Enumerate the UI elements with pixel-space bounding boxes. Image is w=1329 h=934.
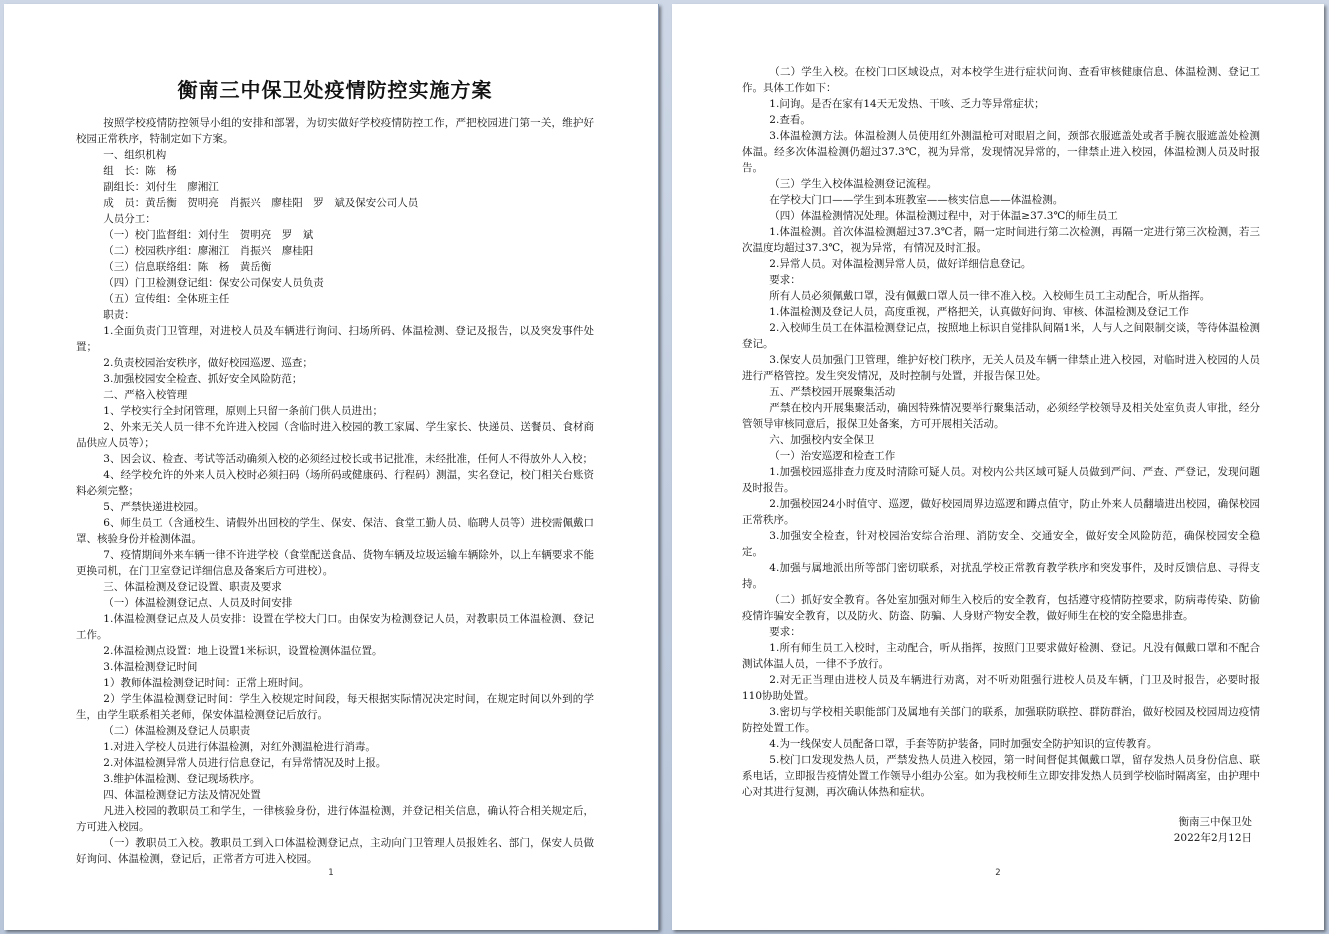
paragraph: 组 长：陈 杨 — [103, 165, 177, 177]
paragraph: （三）信息联络组：陈 杨 黄岳衡 — [103, 261, 272, 273]
paragraph: 1.体温检测。首次体温检测超过37.3℃者，隔一定时间进行第二次检测，再隔一定进行第三次检测，若三次温度均超过37.3℃，视为异常，有情况及时汇报。 — [742, 226, 1260, 254]
signature-block — [742, 814, 1260, 846]
signature-date: 2022年2月12日 — [1173, 832, 1252, 844]
paragraph: 3.保安人员加强门卫管理，维护好校门秩序，无关人员及车辆一律禁止进入校园，对临时进入校园的人员进行严格管控。发生突发情况，及时控制与处置，并报告保卫处。 — [742, 354, 1260, 382]
paragraph: 2.体温检测点设置：地上设置1米标识，设置检测体温位置。 — [103, 645, 383, 657]
paragraph: 成 员：黄岳衡 贺明亮 肖振兴 廖桂阳 罗 斌及保安公司人员 — [103, 197, 419, 209]
paragraph: 要求： — [769, 274, 801, 286]
paragraph: 2.加强校园24小时值守、巡逻，做好校园周界边巡逻和蹲点值守，防止外来人员翻墙进出校园，确保校园正常秩序。 — [742, 498, 1260, 526]
paragraph: 按照学校疫情防控领导小组的安排和部署，为切实做好学校疫情防控工作，严把校园进门第一关，维护好校园正常秩序，特制定如下方案。 — [76, 117, 594, 145]
paragraph: 2.对无正当理由进校人员及车辆进行劝离，对不听劝阻强行进校人员及车辆，门卫及时报告，必要时报110协助处置。 — [742, 674, 1260, 702]
paragraph: 6、师生员工（含通校生、请假外出回校的学生、保安、保洁、食堂工勤人员、临聘人员等）进校需佩戴口罩、核验身份并检测体温。 — [76, 517, 594, 545]
paragraph: 3.体温检测登记时间 — [103, 661, 198, 673]
paragraph: （一）治安巡逻和检查工作 — [769, 450, 896, 462]
paragraph: 1.问询。是否在家有14天无发热、干咳、乏力等异常症状； — [769, 98, 1045, 110]
paragraph: 3.体温检测方法。体温检测人员使用红外测温枪可对眼眉之间，颈部衣服遮盖处或者手腕衣服遮盖处检测体温。经多次体温检测仍超过37.3℃，视为异常，发现情况异常的，一律禁止进入校园，体温检测人员及时报告。 — [742, 130, 1260, 174]
paragraph: 7、疫情期间外来车辆一律不许进学校（食堂配送食品、货物车辆及垃圾运输车辆除外，以上车辆要求不能更换司机，在门卫室登记详细信息及备案后方可进校）。 — [76, 549, 594, 577]
page-number: 2 — [995, 868, 1001, 878]
paragraph: （一）体温检测登记点、人员及时间安排 — [103, 597, 293, 609]
paragraph: 2.负责校园治安秩序，做好校园巡逻、巡查； — [103, 357, 313, 369]
paragraph: 1.体温检测登记点及人员安排：设置在学校大门口。由保安为检测登记人员，对教职员工体温检测、登记工作。 — [76, 613, 594, 641]
paragraph: 5.校门口发现发热人员，严禁发热人员进入校园，第一时间督促其佩戴口罩，留存发热人员身份信息、联系电话，立即报告疫情处置工作领导小组办公室。如为我校师生立即安排发热人员到学校临时隔离室，由护理中心对其进行复测，再次确认体热和症状。 — [742, 754, 1260, 798]
paragraph: 三、体温检测及登记设置、职责及要求 — [103, 581, 282, 593]
paragraph: 3、因会议、检查、考试等活动确须入校的必须经过校长或书记批准，未经批准，任何人不得放外人入校； — [103, 453, 593, 465]
signature-org: 衡南三中保卫处 — [1178, 816, 1252, 828]
paragraph: 严禁在校内开展集聚活动，确因特殊情况要举行聚集活动，必须经学校领导及相关处室负责人审批，经分管领导审核同意后，报保卫处备案，方可开展相关活动。 — [742, 402, 1260, 430]
paragraph: 二、严格入校管理 — [103, 389, 188, 401]
paragraph: 1）教师体温检测登记时间：正常上班时间。 — [103, 677, 310, 689]
paragraph: 副组长：刘付生 廖湘江 — [103, 181, 219, 193]
paragraph: 3.维护体温检测、登记现场秩序。 — [103, 773, 261, 785]
paragraph: 1.对进入学校人员进行体温检测，对红外测温枪进行消毒。 — [103, 741, 376, 753]
paragraph: （二）体温检测及登记人员职责 — [103, 725, 251, 737]
paragraph: 4.为一线保安人员配备口罩，手套等防护装备，同时加强安全防护知识的宣传教育。 — [769, 738, 1158, 750]
paragraph: 要求： — [769, 626, 801, 638]
paragraph: 4.加强与属地派出所等部门密切联系，对扰乱学校正常教育教学秩序和突发事件，及时反馈信息、寻得支持。 — [742, 562, 1260, 590]
paragraph: （二）校园秩序组：廖湘江 肖振兴 廖桂阳 — [103, 245, 314, 257]
paragraph: 1.所有师生员工入校时，主动配合，听从指挥，按照门卫要求做好检测、登记。凡没有佩戴口罩和不配合测试体温人员，一律不予放行。 — [742, 642, 1260, 670]
paragraph: 2.查看。 — [769, 114, 811, 126]
paragraph: 一、组织机构 — [103, 149, 167, 161]
paragraph: 2）学生体温检测登记时间：学生入校规定时间段，每天根据实际情况决定时间，在规定时间以外到的学生，由学生联系相关老师，保安体温检测登记后放行。 — [76, 693, 594, 721]
document-page-1 — [4, 4, 659, 930]
paragraph: （五）宣传组：全体班主任 — [103, 293, 230, 305]
paragraph: 1.体温检测及登记人员，高度重视，严格把关，认真做好问询、审核、体温检测及登记工作 — [769, 306, 1189, 318]
paragraph: 4、经学校允许的外来人员入校时必须扫码（场所码或健康码、行程码）测温，实名登记，校门相关台账资料必须完整； — [76, 469, 594, 497]
paragraph: 人员分工： — [103, 213, 156, 225]
paragraph: 凡进入校园的教职员工和学生，一律核验身份，进行体温检测，并登记相关信息，确认符合相关规定后，方可进入校园。 — [76, 805, 594, 833]
paragraph: 2.对体温检测异常人员进行信息登记，有异常情况及时上报。 — [103, 757, 387, 769]
paragraph: 1.全面负责门卫管理，对进校人员及车辆进行询问、扫场所码、体温检测、登记及报告，以及突发事件处置； — [76, 325, 594, 353]
paragraph: 五、严禁校园开展聚集活动 — [769, 386, 896, 398]
paragraph: 职责： — [103, 309, 135, 321]
paragraph: 2.入校师生员工在体温检测登记点，按照地上标识自觉排队间隔1米，人与人之间限制交谈，等待体温检测登记。 — [742, 322, 1260, 350]
paragraph: 所有人员必须佩戴口罩，没有佩戴口罩人员一律不准入校。入校师生员工主动配合，听从指挥。 — [769, 290, 1211, 302]
paragraph: （四）体温检测情况处理。体温检测过程中，对于体温≥37.3℃的师生员工 — [769, 210, 1118, 222]
paragraph: 3.加强校园安全检查、抓好安全风险防范； — [103, 373, 303, 385]
paragraph: （二）抓好安全教育。各处室加强对师生入校后的安全教育，包括遵守疫情防控要求，防病毒传染、防偷疫情诈骗安全教育，以及防火、防盗、防骗、人身财产物安全教，做好师生在校的安全隐患排查。 — [742, 594, 1260, 622]
page-1-body — [76, 115, 594, 867]
paragraph: 1.加强校园巡排查力度及时清除可疑人员。对校内公共区域可疑人员做到严问、严查、严登记，发现问题及时报告。 — [742, 466, 1260, 494]
paragraph: 六、加强校内安全保卫 — [769, 434, 875, 446]
paragraph: （三）学生入校体温检测登记流程。 — [769, 178, 938, 190]
paragraph: 3.密切与学校相关职能部门及属地有关部门的联系，加强联防联控、群防群治，做好校园及校园周边疫情防控处置工作。 — [742, 706, 1260, 734]
document-title: 衡南三中保卫处疫情防控实施方案 — [177, 78, 493, 102]
paragraph: （一）教职员工入校。教职员工到入口体温检测登记点，主动向门卫管理人员报姓名、部门，保安人员做好询问、体温检测，登记后，正常者方可进入校园。 — [76, 837, 594, 865]
paragraph: 5、严禁快递进校园。 — [103, 501, 205, 513]
paragraph: 2.异常人员。对体温检测异常人员，做好详细信息登记。 — [769, 258, 1032, 270]
paragraph: （一）校门监督组：刘付生 贺明亮 罗 斌 — [103, 229, 314, 241]
document-page-2 — [672, 4, 1324, 930]
paragraph: （四）门卫检测登记组：保安公司保安人员负责 — [103, 277, 324, 289]
page-2-body — [742, 64, 1260, 800]
paragraph: 在学校大门口——学生到本班教室——核实信息——体温检测。 — [769, 194, 1064, 206]
page-number: 1 — [328, 868, 334, 878]
paragraph: 1、学校实行全封闭管理，原则上只留一条前门供人员进出； — [103, 405, 383, 417]
paragraph: （二）学生入校。在校门口区域设点，对本校学生进行症状问询、查看审核健康信息、体温检测、登记工作。具体工作如下： — [742, 66, 1260, 94]
paragraph: 四、体温检测登记方法及情况处置 — [103, 789, 261, 801]
paragraph: 3.加强安全检查，针对校园治安综合治理、消防安全、交通安全，做好安全风险防范，确保校园安全稳定。 — [742, 530, 1260, 558]
paragraph: 2、外来无关人员一律不允许进入校园（含临时进入校园的教工家属、学生家长、快递员、送餐员、食材商品供应人员等）； — [76, 421, 594, 449]
